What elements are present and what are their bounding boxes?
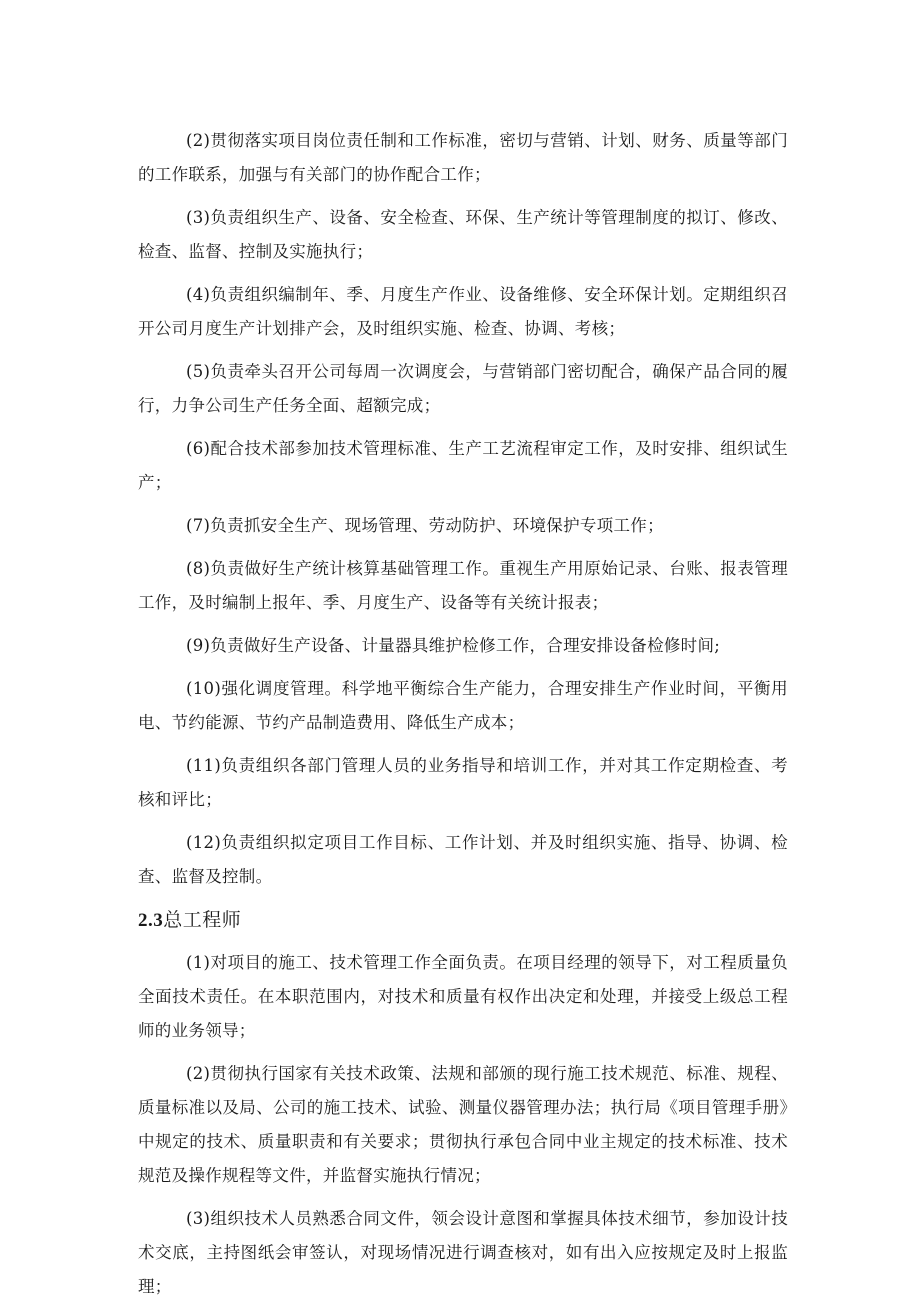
section-title: 总工程师: [163, 909, 242, 931]
section-heading: [138, 903, 788, 938]
paragraph-item-10: (10)强化调度管理。科学地平衡综合生产能力，合理安排生产作业时间，平衡用电、节约能源、节约产品制造费用、降低生产成本；: [138, 679, 788, 732]
paragraph-item-9: (9)负责做好生产设备、计量器具维护检修工作，合理安排设备检修时间;: [186, 636, 721, 655]
paragraph-item-6: (6)配合技术部参加技术管理标准、生产工艺流程审定工作，及时安排、组织试生产；: [138, 439, 788, 492]
paragraph-item-5: (5)负责牵头召开公司每周一次调度会，与营销部门密切配合，确保产品合同的履行，力争公司生产任务全面、超额完成；: [138, 362, 788, 415]
section-number: 2.3: [138, 910, 164, 931]
engineer-item-3: (3)组织技术人员熟悉合同文件，领会设计意图和掌握具体技术细节，参加设计技术交底，主持图纸会审签认，对现场情况进行调查核对，如有出入应按规定及时上报监理；: [138, 1209, 788, 1296]
engineer-item-2: (2)贯彻执行国家有关技术政策、法规和部颁的现行施工技术规范、标准、规程、质量标准以及局、公司的施工技术、试验、测量仪器管理办法；执行局《项目管理手册》中规定的技术、质量职责和有关要求；贯彻执行承包合同中业主规定的技术标准、技术规范及操作规程等文件，并监督实施执行情况；: [138, 1064, 788, 1185]
paragraph-item-7: (7)负责抓安全生产、现场管理、劳动防护、环境保护专项工作；: [186, 516, 664, 535]
paragraph-item-8: (8)负责做好生产统计核算基础管理工作。重视生产用原始记录、台账、报表管理工作，及时编制上报年、季、月度生产、设备等有关统计报表；: [138, 559, 788, 612]
paragraph-item-2: (2)贯彻落实项目岗位责任制和工作标准，密切与营销、计划、财务、质量等部门的工作联系，加强与有关部门的协作配合工作；: [138, 131, 788, 184]
paragraph-item-3: (3)负责组织生产、设备、安全检查、环保、生产统计等管理制度的拟订、修改、检查、监督、控制及实施执行；: [138, 208, 788, 261]
paragraph-item-11: (11)负责组织各部门管理人员的业务指导和培训工作，并对其工作定期检查、考核和评比；: [138, 756, 788, 809]
paragraph-item-4: (4)负责组织编制年、季、月度生产作业、设备维修、安全环保计划。定期组织召开公司月度生产计划排产会，及时组织实施、检查、协调、考核；: [138, 285, 788, 338]
engineer-item-1: (1)对项目的施工、技术管理工作全面负责。在项目经理的领导下，对工程质量负全面技术责任。在本职范围内，对技术和质量有权作出决定和处理，并接受上级总工程师的业务领导；: [138, 953, 788, 1040]
paragraph-item-12: (12)负责组织拟定项目工作目标、工作计划、并及时组织实施、指导、协调、检查、监督及控制。: [138, 833, 788, 886]
document-body: [138, 124, 788, 1313]
